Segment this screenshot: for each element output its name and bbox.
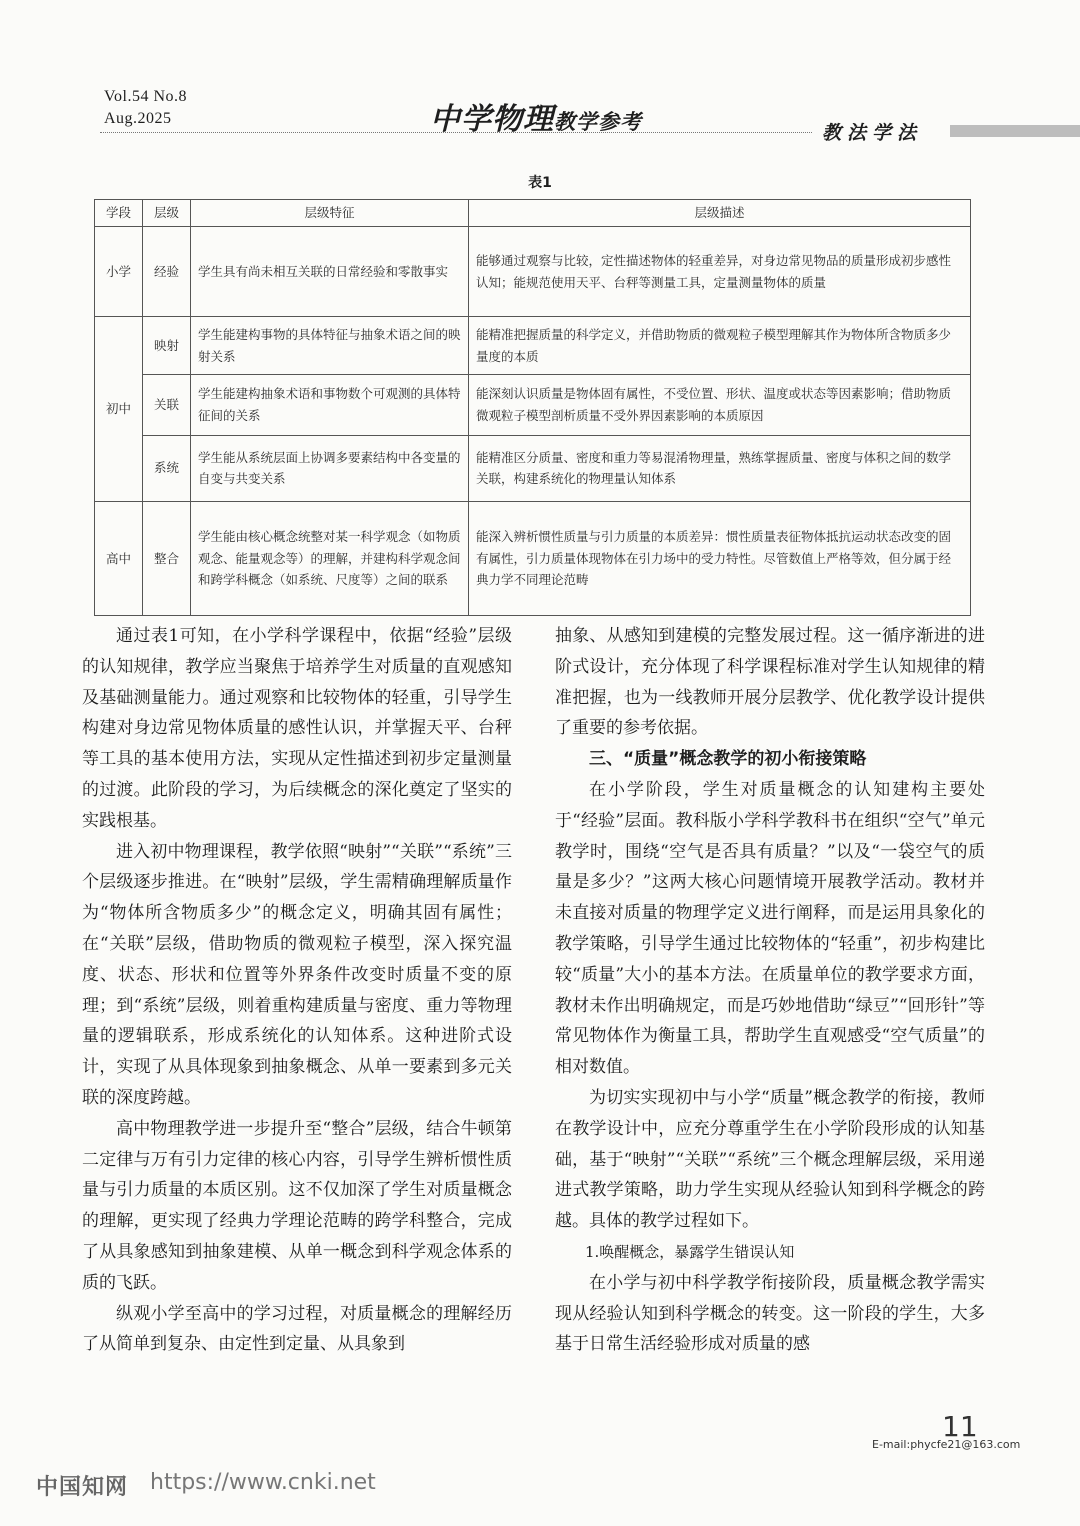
body-paragraph: 进入初中物理课程，教学依照“映射”“关联”“系统”三个层级逐步推进。在“映射”层级，学生需精确理解质量作为“物体所含物质多少”的概念定义，明确其固有属性；在“关联”层级，借助物质的微观粒子模型，深入探究温度、状态、形状和位置等外界条件改变时质量不变的原理；到“系统”层级，则着重构建质量与密度、重力等物理量的逻辑联系，形成系统化的认知体系。这种进阶式设计，实现了从具体现象到抽象概念、从单一要素到多元关联的深度跨越。 <box>82 841 512 1108</box>
subsection-heading: 1.唤醒概念，暴露学生错误认知 <box>585 1242 795 1261</box>
stage-cell: 小学 <box>95 227 143 317</box>
body-paragraph: 纵观小学至高中的学习过程，对质量概念的理解经历了从简单到复杂、由定性到定量、从具象到 <box>82 1303 512 1355</box>
body-right-column <box>555 621 985 1360</box>
header-stage: 学段 <box>95 200 143 227</box>
page-number: 11 <box>942 1410 978 1443</box>
level-cell: 整合 <box>143 501 191 615</box>
stage-cell: 初中 <box>95 317 143 501</box>
body-paragraph: 抽象、从感知到建模的完整发展过程。这一循序渐进的进阶式设计，充分体现了科学课程标准对学生认知规律的精准把握，也为一线教师开展分层教学、优化教学设计提供了重要的参考依据。 <box>555 626 985 739</box>
stage-cell: 高中 <box>95 501 143 615</box>
description-cell: 能够通过观察与比较，定性描述物体的轻重差异，对身边常见物品的质量形成初步感性认知；能规范使用天平、台秤等测量工具，定量测量物体的质量 <box>469 227 971 317</box>
journal-subtitle: 教学参考 <box>554 109 642 134</box>
header-level: 层级 <box>143 200 191 227</box>
feature-cell: 学生具有尚未相互关联的日常经验和零散事实 <box>191 227 469 317</box>
table-header-row <box>95 200 971 227</box>
feature-cell: 学生能从系统层面上协调多要素结构中各变量的自变与共变关系 <box>191 435 469 501</box>
description-cell: 能精准区分质量、密度和重力等易混淆物理量，熟练掌握质量、密度与体积之间的数学关联，构建系统化的物理量认知体系 <box>469 435 971 501</box>
volume-number: Vol.54 No.8 <box>104 88 187 105</box>
section-band <box>950 125 1080 137</box>
table-row <box>95 501 971 615</box>
level-cell: 映射 <box>143 317 191 375</box>
journal-title-main: 中学物理 <box>430 102 554 137</box>
header-description: 层级描述 <box>469 200 971 227</box>
table-row <box>95 435 971 501</box>
header-divider <box>100 132 812 133</box>
section-title: 教法学法 <box>822 122 923 144</box>
body-paragraph: 在小学阶段，学生对质量概念的认知建构主要处于“经验”层面。教科版小学科学教科书在组织“空气”单元教学时，围绕“空气是否具有质量？”以及“一袋空气的质量是多少？”这两大核心问题情境开展教学活动。教材并未直接对质量的物理学定义进行阐释，而是运用具象化的教学策略，引导学生通过比较物体的“轻重”，初步构建比较“质量”大小的基本方法。在质量单位的教学要求方面，教材未作出明确规定，而是巧妙地借助“绿豆”“回形针”等常见物体作为衡量工具，帮助学生直观感受“空气质量”的相对数值。 <box>555 779 985 1078</box>
table-row <box>95 227 971 317</box>
body-paragraph: 在小学与初中科学教学衔接阶段，质量概念教学需实现从经验认知到科学概念的转变。这一阶段的学生，大多基于日常生活经验形成对质量的感 <box>555 1272 985 1355</box>
body-paragraph: 为切实实现初中与小学“质量”概念教学的衔接，教师在教学设计中，应充分尊重学生在小学阶段形成的认知基础，基于“映射”“关联”“系统”三个概念理解层级，采用递进式教学策略，助力学生实现从经验认知到科学概念的跨越。具体的教学过程如下。 <box>555 1087 985 1232</box>
table-caption: 表1 <box>528 175 552 191</box>
level-cell: 系统 <box>143 435 191 501</box>
feature-cell: 学生能建构抽象术语和事物数个可观测的具体特征间的关系 <box>191 375 469 435</box>
description-cell: 能深刻认识质量是物体固有属性，不受位置、形状、温度或状态等因素影响；借助物质微观粒子模型剖析质量不受外界因素影响的本质原因 <box>469 375 971 435</box>
feature-cell: 学生能建构事物的具体特征与抽象术语之间的映射关系 <box>191 317 469 375</box>
body-paragraph: 高中物理教学进一步提升至“整合”层级，结合牛顿第二定律与万有引力定律的核心内容，引导学生辨析惯性质量与引力质量的本质区别。这不仅加深了学生对质量概念的理解，更实现了经典力学理论范畴的跨学科整合，完成了从具象感知到抽象建模、从单一概念到科学观念体系的质的飞跃。 <box>82 1118 512 1293</box>
description-cell: 能精准把握质量的科学定义，并借助物质的微观粒子模型理解其作为物体所含物质多少量度的本质 <box>469 317 971 375</box>
cnki-logo: 中国知网 <box>36 1475 129 1500</box>
level-cell: 关联 <box>143 375 191 435</box>
body-paragraph: 通过表1可知，在小学科学课程中，依据“经验”层级的认知规律，教学应当聚焦于培养学生对质量的直观感知及基础测量能力。通过观察和比较物体的轻重，引导学生构建对身边常见物体质量的感性认识，并掌握天平、台秤等工具的基本使用方法，实现从定性描述到初步定量测量的过渡。此阶段的学习，为后续概念的深化奠定了坚实的实践根基。 <box>82 626 512 831</box>
section-heading: 三、“质量”概念教学的初小衔接策略 <box>589 749 867 770</box>
description-cell: 能深入辨析惯性质量与引力质量的本质差异：惯性质量表征物体抵抗运动状态改变的固有属性，引力质量体现物体在引力场中的受力特性。尽管数值上严格等效，但分属于经典力学不同理论范畴 <box>469 501 971 615</box>
body-left-column <box>82 621 512 1360</box>
feature-cell: 学生能由核心概念统整对某一科学观念（如物质观念、能量观念等）的理解，并建构科学观念间和跨学科概念（如系统、尺度等）之间的联系 <box>191 501 469 615</box>
level-table <box>94 199 971 616</box>
journal-email: E-mail:phycfe21@163.com <box>872 1438 1021 1451</box>
cnki-url[interactable]: https://www.cnki.net <box>150 1470 376 1495</box>
table-row <box>95 317 971 375</box>
header-feature: 层级特征 <box>191 200 469 227</box>
issue-date: Aug.2025 <box>104 110 172 127</box>
level-cell: 经验 <box>143 227 191 317</box>
table-row <box>95 375 971 435</box>
volume-date <box>104 86 187 130</box>
